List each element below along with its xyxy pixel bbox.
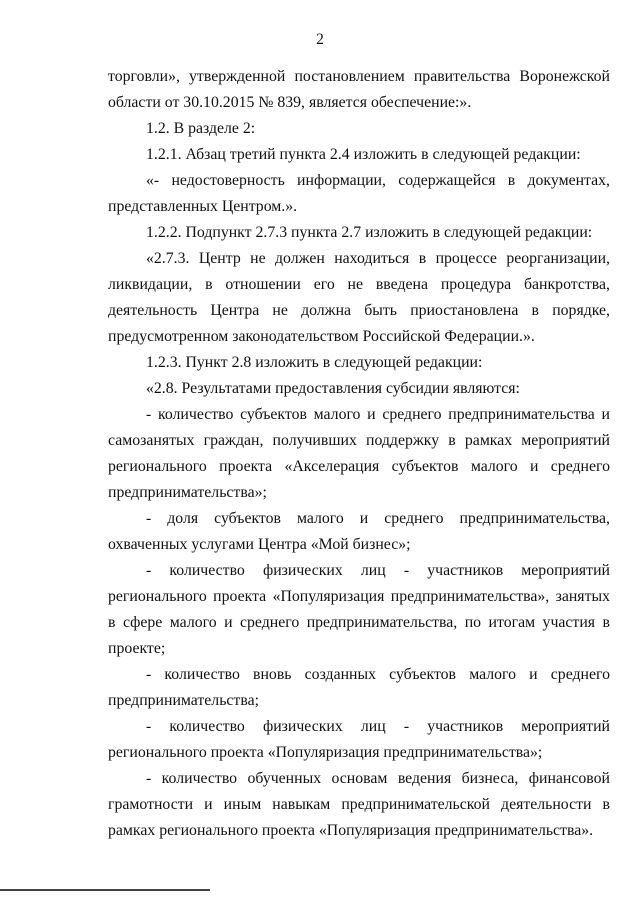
paragraph-continuation: торговли», утвержденной постановлением правительства Воронежской области от 30.10.2015 № 839, является обеспечение:».: [108, 68, 610, 111]
list-item-result-5: - количество физических лиц - участников мероприятий регионального проекта «Популяризация предпринимательства»;: [108, 718, 610, 761]
footer-rule: [0, 889, 210, 891]
list-item-result-3: - количество физических лиц - участников мероприятий регионального проекта «Популяризация предпринимательства», занятых в сфере малого и среднего предпринимательства, по итогам участия в проекте;: [108, 562, 610, 657]
document-body: [108, 64, 610, 844]
paragraph-1-2-3: 1.2.3. Пункт 2.8 изложить в следующей редакции:: [146, 354, 483, 371]
paragraph-1-2-1: 1.2.1. Абзац третий пункта 2.4 изложить в следующей редакции:: [146, 146, 581, 163]
paragraph-quote-unreliability: «- недостоверность информации, содержащейся в документах, представленных Центром.».: [108, 172, 610, 215]
list-item-result-1: - количество субъектов малого и среднего предпринимательства и самозанятых граждан, получивших поддержку в рамках мероприятий регионального проекта «Акселерация субъектов малого и среднего предпринимательства»;: [108, 406, 610, 501]
paragraph-section-2: 1.2. В разделе 2:: [146, 120, 256, 137]
list-item-result-6: - количество обученных основам ведения бизнеса, финансовой грамотности и иным навыкам предпринимательской деятельности в рамках регионального проекта «Популяризация предпринимательства».: [108, 770, 610, 839]
paragraph-quote-2-7-3: «2.7.3. Центр не должен находиться в процессе реорганизации, ликвидации, в отношении его не введена процедура банкротства, деятельность Центра не должна быть приостановлена в порядке, предусмотренном законодательством Российской Федерации.».: [108, 250, 610, 345]
page-number: 2: [316, 31, 324, 48]
paragraph-quote-2-8: «2.8. Результатами предоставления субсидии являются:: [146, 380, 520, 397]
list-item-result-4: - количество вновь созданных субъектов малого и среднего предпринимательства;: [108, 666, 610, 709]
list-item-result-2: - доля субъектов малого и среднего предпринимательства, охваченных услугами Центра «Мой бизнес»;: [108, 510, 610, 553]
paragraph-1-2-2: 1.2.2. Подпункт 2.7.3 пункта 2.7 изложить в следующей редакции:: [146, 224, 593, 241]
